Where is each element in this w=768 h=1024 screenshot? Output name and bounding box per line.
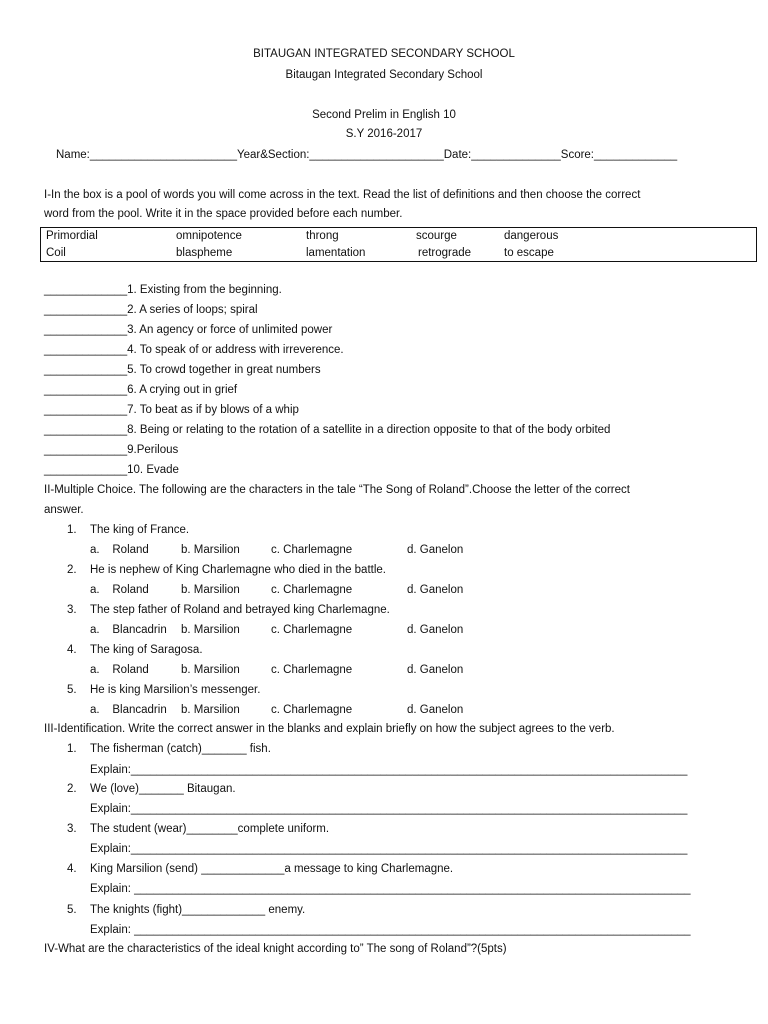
- mc-option-c[interactable]: c. Charlemagne: [271, 544, 353, 556]
- mc-question-number: 2.: [67, 564, 77, 576]
- word-pool-word: to escape: [504, 247, 554, 259]
- mc-option-c[interactable]: c. Charlemagne: [271, 624, 353, 636]
- mc-question-text: The step father of Roland and betrayed king Charlemagne.: [90, 604, 390, 616]
- explain-line[interactable]: Explain:_______________________________________________________________________________________: [90, 803, 688, 815]
- mc-option-a[interactable]: a. Blancadrin: [90, 624, 167, 636]
- part1-item[interactable]: _____________8. Being or relating to the rotation of a satellite in a direction opposite to that of the body orbited: [44, 424, 611, 436]
- exam-title: Second Prelim in English 10: [312, 109, 456, 121]
- id-item-number: 2.: [67, 783, 77, 795]
- mc-option-d[interactable]: d. Ganelon: [407, 664, 464, 676]
- part1-instructions-line1: I-In the box is a pool of words you will come across in the text. Read the list of definitions and then choose the correct: [44, 189, 641, 201]
- id-item-number: 1.: [67, 743, 77, 755]
- word-pool-word: lamentation: [306, 247, 366, 259]
- mc-option-b[interactable]: b. Marsilion: [181, 584, 240, 596]
- word-pool-word: omnipotence: [176, 230, 242, 242]
- part1-item[interactable]: _____________6. A crying out in grief: [44, 384, 238, 396]
- mc-option-d[interactable]: d. Ganelon: [407, 584, 464, 596]
- mc-question-number: 3.: [67, 604, 77, 616]
- mc-option-c[interactable]: c. Charlemagne: [271, 584, 353, 596]
- part1-item[interactable]: _____________2. A series of loops; spiral: [44, 304, 258, 316]
- explain-line[interactable]: Explain: _______________________________________________________________________________________: [90, 924, 691, 936]
- mc-option-a[interactable]: a. Roland: [90, 584, 149, 596]
- mc-option-b[interactable]: b. Marsilion: [181, 624, 240, 636]
- explain-line[interactable]: Explain: _______________________________________________________________________________________: [90, 883, 691, 895]
- mc-option-c[interactable]: c. Charlemagne: [271, 704, 353, 716]
- mc-question-number: 4.: [67, 644, 77, 656]
- mc-option-b[interactable]: b. Marsilion: [181, 544, 240, 556]
- word-pool-word: Coil: [46, 247, 66, 259]
- id-item-number: 5.: [67, 904, 77, 916]
- student-info-line[interactable]: Name:_______________________Year&Section:_____________________Date:______________Score:_____________: [56, 149, 678, 161]
- part1-instructions-line2: word from the pool. Write it in the space provided before each number.: [44, 208, 403, 220]
- mc-option-a[interactable]: a. Blancadrin: [90, 704, 167, 716]
- mc-question-text: The king of Saragosa.: [90, 644, 203, 656]
- word-pool-word: dangerous: [504, 230, 559, 242]
- mc-option-d[interactable]: d. Ganelon: [407, 544, 464, 556]
- school-year: S.Y 2016-2017: [345, 128, 423, 140]
- id-item-text[interactable]: King Marsilion (send) _____________a message to king Charlemagne.: [90, 863, 454, 875]
- part1-item[interactable]: _____________10. Evade: [44, 464, 179, 476]
- mc-option-a[interactable]: a. Roland: [90, 664, 149, 676]
- id-item-text[interactable]: The knights (fight)_____________ enemy.: [90, 904, 306, 916]
- part1-item[interactable]: _____________1. Existing from the beginning.: [44, 284, 282, 296]
- mc-question-number: 5.: [67, 684, 77, 696]
- mc-question-text: He is nephew of King Charlemagne who died in the battle.: [90, 564, 386, 576]
- id-item-text[interactable]: We (love)_______ Bitaugan.: [90, 783, 236, 795]
- word-pool-box: [40, 227, 757, 262]
- part1-item[interactable]: _____________9.Perilous: [44, 444, 179, 456]
- mc-option-d[interactable]: d. Ganelon: [407, 624, 464, 636]
- word-pool-word: retrograde: [418, 247, 472, 259]
- mc-option-d[interactable]: d. Ganelon: [407, 704, 464, 716]
- part1-item[interactable]: _____________3. An agency or force of unlimited power: [44, 324, 333, 336]
- school-name-caps: BITAUGAN INTEGRATED SECONDARY SCHOOL: [253, 48, 515, 60]
- mc-question-number: 1.: [67, 524, 77, 536]
- mc-option-b[interactable]: b. Marsilion: [181, 664, 240, 676]
- id-item-number: 4.: [67, 863, 77, 875]
- mc-option-a[interactable]: a. Roland: [90, 544, 149, 556]
- explain-line[interactable]: Explain:_______________________________________________________________________________________: [90, 764, 688, 776]
- id-item-number: 3.: [67, 823, 77, 835]
- part2-instructions-line2: answer.: [44, 504, 84, 516]
- word-pool-word: blaspheme: [176, 247, 233, 259]
- part1-item[interactable]: _____________7. To beat as if by blows of a whip: [44, 404, 299, 416]
- id-item-text[interactable]: The fisherman (catch)_______ fish.: [90, 743, 271, 755]
- word-pool-word: scourge: [416, 230, 457, 242]
- id-item-text[interactable]: The student (wear)________complete uniform.: [90, 823, 330, 835]
- word-pool-word: Primordial: [46, 230, 98, 242]
- explain-line[interactable]: Explain:_______________________________________________________________________________________: [90, 843, 688, 855]
- part4-instructions: IV-What are the characteristics of the ideal knight according to” The song of Roland”?(5pts): [44, 943, 507, 955]
- mc-option-b[interactable]: b. Marsilion: [181, 704, 240, 716]
- part2-instructions-line1: II-Multiple Choice. The following are the characters in the tale “The Song of Roland”.Choose the letter of the correct: [44, 484, 630, 496]
- mc-option-c[interactable]: c. Charlemagne: [271, 664, 353, 676]
- mc-question-text: The king of France.: [90, 524, 190, 536]
- part1-item[interactable]: _____________5. To crowd together in great numbers: [44, 364, 321, 376]
- part3-instructions: III-Identification. Write the correct answer in the blanks and explain briefly on how the subject agrees to the verb.: [44, 723, 615, 735]
- mc-question-text: He is king Marsilion’s messenger.: [90, 684, 261, 696]
- school-name: Bitaugan Integrated Secondary School: [285, 69, 483, 81]
- word-pool-word: throng: [306, 230, 339, 242]
- part1-item[interactable]: _____________4. To speak of or address with irreverence.: [44, 344, 344, 356]
